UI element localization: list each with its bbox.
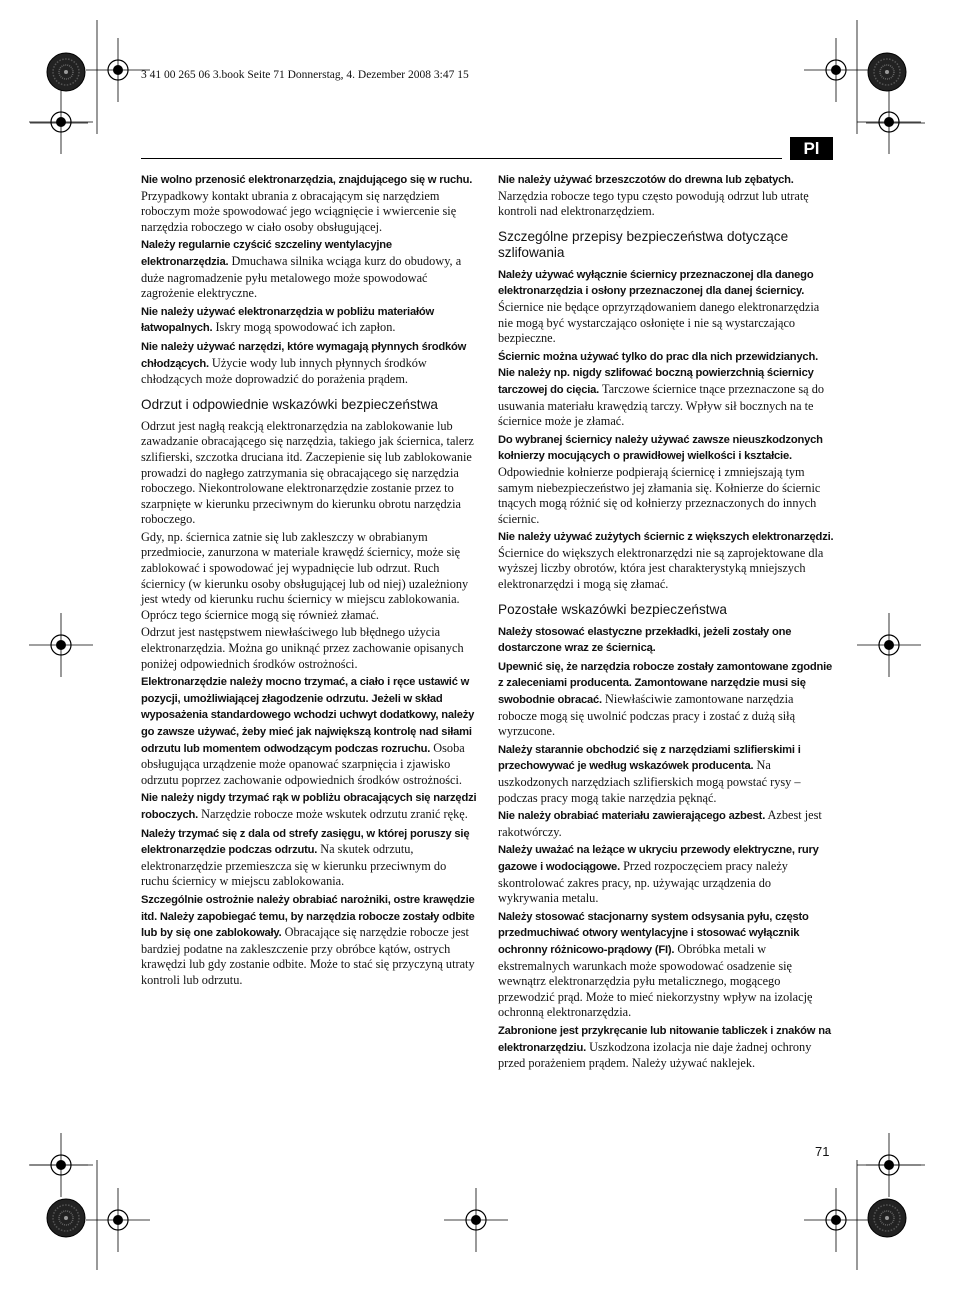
bold-instruction: Szczególnie ostrożnie należy obrabiać narożniki, ostre krawędzie itd. Należy zapobiegać temu, by narzędzia robocze zostały odbite lub by się one zablokowały. <box>141 893 475 940</box>
paragraph: Odrzut jest następstwem niewłaściwego lub błędnego użycia elektronarzędzia. Można go uniknąć przez zachowanie opisanych poniżej odpowiednich środków ostrożności. <box>141 625 464 671</box>
bold-instruction: Nie należy używać zużytych ściernic z większych elektronarzędzi. <box>498 531 834 544</box>
bold-instruction: Zabronione jest przykręcanie lub nitowanie tabliczek i znaków na elektronarzędziu. <box>498 1024 831 1054</box>
paragraph <box>141 339 477 388</box>
paragraph <box>498 659 834 740</box>
section-heading: Szczególne przepisy bezpieczeństwa dotyczące szlifowania <box>498 228 789 260</box>
bold-instruction: Należy starannie obchodzić się z narzędziami szlifierskimi i przechowywać je według wskazówek producenta. <box>498 743 801 773</box>
paragraph: Gdy, np. ściernica zatnie się lub zakleszczy w obrabianym przedmiocie, zanurzona w materiale krawędź ściernicy, może się zablokować i spowodować jej wypadnięcie lub odrzut. Ruch ściernicy (w kierunku osoby obsługującej lub od niej) uzależniony jest wtedy od kierunku ruchu ściernicy w miejscu zablokowania. Oprócz tego ściernice mogą się również złamać. <box>141 529 469 622</box>
body-text: Azbest jest rakotwórczy. <box>498 808 822 839</box>
language-tab: Pl <box>790 137 833 160</box>
bold-instruction: Nie należy używać brzeszczotów do drewna lub zębatych. <box>498 174 794 186</box>
bold-instruction: Ściernic można używać tylko do prac dla nich przewidzianych. Nie należy np. nigdy szlifować boczną powierzchnią ściernicy tarczowej do cięcia. <box>498 350 818 396</box>
right-column <box>498 172 834 1074</box>
print-header: 3 41 00 265 06 3.book Seite 71 Donnerstag, 4. Dezember 2008 3:47 15 <box>141 69 469 81</box>
bold-instruction: Upewnić się, że narzędzia robocze zostały zamontowane zgodnie z zaleceniami producenta. Zamontowane narzędzie musi się swobodnie obracać. <box>498 660 833 707</box>
section-heading: Pozostałe wskazówki bezpieczeństwa <box>498 601 727 617</box>
paragraph <box>141 172 477 235</box>
header-rule <box>141 158 782 159</box>
paragraph <box>498 267 834 347</box>
bold-instruction: Należy trzymać się z dala od strefy zasięgu, w której poruszy się elektronarzędzie podczas odrzutu. <box>141 827 470 857</box>
bold-instruction: Elektronarzędzie należy mocno trzymać, a ciało i ręce ustawić w pozycji, umożliwiającej złagodzenie odrzutu. Jeżeli w skład wyposażenia standardowego wchodzi uchwyt dodatkowy, należy go zawsze używać, żeby mieć jak największą kontrolę nad siłami odrzutu lub momentem odwodzącym podczas rozruchu. <box>141 676 475 755</box>
body-text: Iskry mogą spowodować ich zapłon. <box>212 320 396 335</box>
paragraph <box>498 909 834 1021</box>
body-text: Ściernice nie będące oprzyrządowaniem danego elektronarzędzia nie mogą być wystarczająco osłonięte i nie są wystarczająco bezpieczne. <box>498 299 820 346</box>
bold-instruction: Nie należy używać elektronarzędzia w pobliżu materiałów łatwopalnych. <box>141 305 435 335</box>
body-text: Użycie wody lub innych płynnych środków chłodzących może doprowadzić do porażenia prądem. <box>141 355 427 387</box>
paragraph <box>498 624 834 657</box>
body-text: Obracające się narzędzie robocze jest bardziej podatne na zakleszczenie przy obróbce kątów, ostrych krawędzi lub gdy zostanie odbite. Może to stać się przyczyną utraty kontroli lub odrzutu. <box>141 925 475 987</box>
body-text: Dmuchawa silnika wciąga kurz do obudowy, a duże nagromadzenie pyłu metalowego może spowodować zagrożenie elektryczne. <box>141 253 462 301</box>
paragraph <box>141 674 477 788</box>
body-text: Przypadkowy kontakt ubrania z obracającym się narzędziem roboczym może spowodować jego wciągnięcie i wwiercenie się narzędzia roboczego w ciało osoby obsługującej. <box>141 188 457 234</box>
body-text: Osoba obsługująca urządzenie może opanować szarpnięcia i zjawisko odrzutu poprzez zachowanie odpowiednich środków ostrożności. <box>141 740 465 787</box>
paragraph <box>498 432 834 528</box>
body-text: Odpowiednie kołnierze podpierają ściernicę i zmniejszają tym samym niebezpieczeństwo jej złamania się. Kołnierze do ściernic tnących mogą różnić się od kołnierzy przeznaczonych do innych ściernic. <box>498 464 821 526</box>
paragraph <box>498 808 834 840</box>
body-text: Niewłaściwie zamontowane narzędzia robocze mogą się uwolnić podczas pracy i zostać z dużą siłą wyrzucone. <box>498 692 796 739</box>
bold-instruction: Nie wolno przenosić elektronarzędzia, znajdującego się w ruchu. <box>141 174 473 186</box>
bold-instruction: Nie należy obrabiać materiału zawierającego azbest. <box>498 810 766 823</box>
body-text: Przed rozpoczęciem pracy należy skontrolować zakres pracy, np. używając urządzenia do wykrywania metalu. <box>498 858 788 906</box>
paragraph <box>498 529 834 592</box>
bold-instruction: Do wybranej ściernicy należy używać zawsze nieuszkodzonych kołnierzy mocujących o prawidłowej wielkości i kształcie. <box>498 433 823 463</box>
section-heading: Odrzut i odpowiednie wskazówki bezpieczeństwa <box>141 396 438 412</box>
bold-instruction: Należy regularnie czyścić szczeliny wentylacyjne elektronarzędzia. <box>141 239 392 268</box>
bold-instruction: Nie należy używać narzędzi, które wymagają płynnych środków chłodzących. <box>141 340 467 370</box>
bold-instruction: Należy stosować stacjonarny system odsysania pyłu, często przedmuchiwać otwory wentylacyjne i stosować wyłącznik ochronny różnicowo-prądowy (FI). <box>498 910 809 956</box>
body-text: Na uszkodzonych narzędziach szlifierskich mogą powstać rysy – podczas pracy mogą takie narzędzia pęknąć. <box>498 758 801 805</box>
paragraph <box>141 892 477 989</box>
body-text: Obróbka metali w ekstremalnych warunkach może spowodować osadzenie się wewnątrz elektronarzędzia pyłu metalicznego, mogącego przewodzić prąd. Może to mieć niekorzystny wpływ na izolację ochronną elektronarzędzia. <box>498 941 813 1020</box>
paragraph: Odrzut jest nagłą reakcją elektronarzędzia na zablokowanie lub zawadzanie obracającego się narzędzia, takiego jak ściernica, talerz szlifierski, szczotka druciana itd. Zaczepienie się lub zablokowanie prowadzi do nagłego zatrzymania się obracającego się narzędzia roboczego. Niekontrolowane elektronarzędzie zostanie przez to szarpnięte w kierunku przeciwnym do kierunku obrotu narzędzia roboczego. <box>141 418 474 527</box>
body-text: Na skutek odrzutu, elektronarzędzie przemieszcza się w kierunku przeciwnym do ruchu ściernicy w miejscu zablokowania. <box>141 842 447 889</box>
body-text: Tarczowe ściernice tnące przeznaczone są do usuwania materiału krawędzią tarczy. Wpływ sił bocznych na te ściernice może je złamać. <box>498 381 824 429</box>
left-column <box>141 172 477 991</box>
bold-instruction: Należy stosować elastyczne przekładki, jeżeli zostały one dostarczone wraz ze ściernicą. <box>498 625 792 655</box>
paragraph <box>498 842 834 906</box>
page-number: 71 <box>815 1144 830 1159</box>
paragraph <box>498 1023 834 1072</box>
paragraph <box>141 304 477 337</box>
body-text: Uszkodzona izolacja nie daje żadnej ochrony przed porażeniem prądem. Należy używać naklejek. <box>498 1039 812 1071</box>
paragraph <box>498 349 834 430</box>
paragraph <box>498 742 834 806</box>
bold-instruction: Należy używać wyłącznie ściernicy przeznaczonej dla danego elektronarzędzia i osłony przeznaczonej dla danej ściernicy. <box>498 268 814 298</box>
body-text: Narzędzie robocze może wskutek odrzutu zranić rękę. <box>198 806 468 821</box>
body-text: Ściernice do większych elektronarzędzi nie są zaprojektowane dla wyższej liczby obrotów, która jest charakterystyką mniejszych elektronarzędzi i mogą się złamać. <box>498 545 824 592</box>
paragraph <box>141 790 477 823</box>
bold-instruction: Nie należy nigdy trzymać rąk w pobliżu obracających się narzędzi roboczych. <box>141 792 477 821</box>
body-text: Narzędzia robocze tego typu często powodują odrzut lub utratę kontroli nad elektronarzędziem. <box>498 188 809 219</box>
bold-instruction: Należy uważać na leżące w ukryciu przewody elektryczne, rury gazowe i wodociągowe. <box>498 844 819 873</box>
paragraph <box>141 237 477 301</box>
paragraph <box>498 172 834 220</box>
paragraph <box>141 826 477 890</box>
